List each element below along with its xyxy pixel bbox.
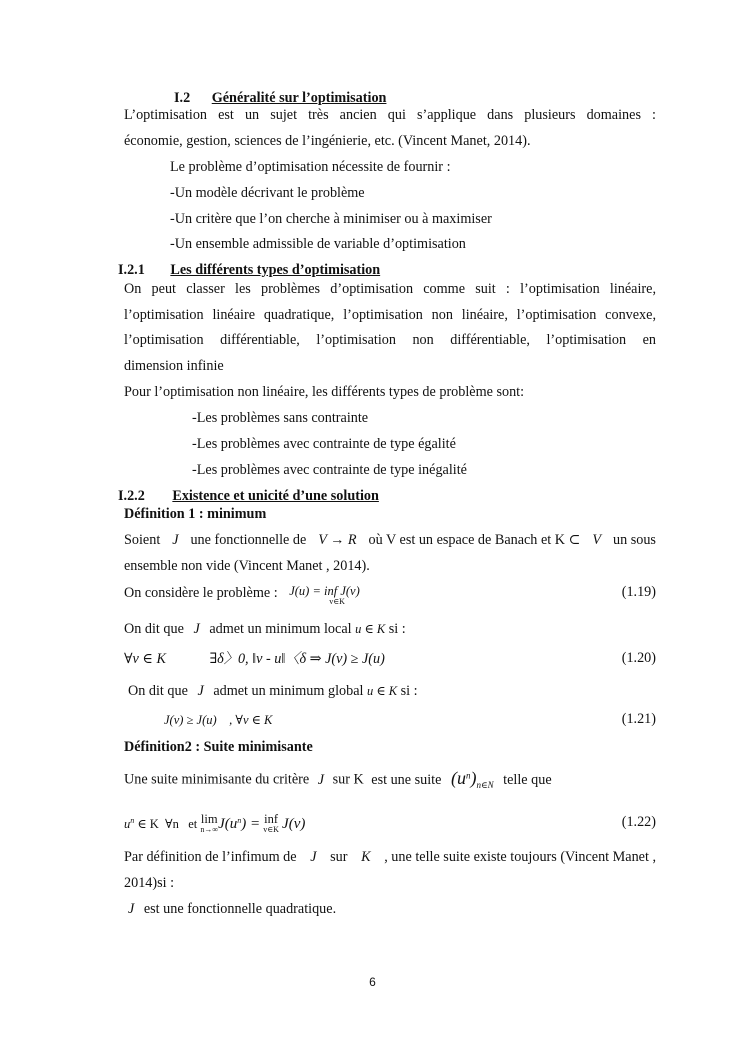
math-superscript: n — [237, 816, 242, 825]
text-fragment: Une suite minimisante du critère — [124, 771, 310, 788]
math-symbol: J — [310, 849, 317, 865]
math-expression: ∈ K ∀n et — [137, 817, 198, 832]
text-fragment: un sous — [612, 532, 656, 548]
text-fragment: si : — [388, 621, 406, 637]
section-number: I.2.1 — [118, 262, 145, 278]
math-expression: J(u) = inf J(v) — [289, 584, 360, 598]
math-operator: inf — [264, 812, 279, 826]
math-symbol: V — [592, 532, 602, 548]
list-item: -Un ensemble admissible de variable d’optimisation — [170, 236, 466, 252]
text-fragment: sur — [330, 849, 348, 865]
paragraph-line — [124, 531, 656, 549]
math-expression: u ∈ K — [355, 622, 386, 636]
math-subscript: v∈K — [329, 597, 345, 606]
equation-number: (1.21) — [621, 711, 656, 727]
list-item: -Les problèmes sans contrainte — [192, 410, 369, 426]
math-expression: ∀v ∈ K — [124, 651, 166, 667]
math-limit — [200, 812, 218, 834]
equation-1-22 — [124, 812, 305, 834]
list-item: -Les problèmes avec contrainte de type égalité — [192, 436, 456, 452]
section-heading-1-2-2 — [118, 487, 379, 505]
text-fragment: admet un minimum local — [209, 621, 352, 637]
section-number: I.2.2 — [118, 488, 145, 504]
list-item: -Un critère que l’on cherche à minimiser ou à maximiser — [170, 211, 492, 227]
text-fragment: On dit que — [124, 621, 184, 637]
math-symbol: J — [172, 532, 179, 548]
math-expression: V → R — [318, 532, 357, 548]
math-symbol: J — [193, 621, 200, 637]
paragraph-line — [124, 848, 656, 866]
equation-number: (1.19) — [621, 584, 656, 600]
math-symbol: J — [317, 771, 325, 788]
paragraph-line — [128, 900, 336, 918]
section-title: Généralité sur l’optimisation — [211, 90, 387, 106]
math-symbol: K — [361, 849, 371, 865]
paragraph-line: l’optimisation linéaire quadratique, l’optimisation non linéaire, l’optimisation convexe, — [124, 307, 656, 323]
math-superscript: n — [130, 816, 135, 825]
math-subscript: n→∞ — [200, 825, 219, 834]
section-heading-1-2 — [174, 89, 386, 107]
text-fragment: où V est un espace de Banach et K ⊂ — [368, 532, 581, 548]
list-item: -Un modèle décrivant le problème — [170, 185, 365, 201]
paragraph-line — [128, 682, 418, 700]
section-heading-1-2-1 — [118, 261, 380, 279]
math-expression: (u — [450, 767, 466, 788]
equation-number: (1.20) — [621, 650, 656, 666]
text-fragment: telle que — [503, 771, 552, 788]
paragraph-line: économie, gestion, sciences de l’ingénierie, etc. (Vincent Manet, 2014). — [124, 133, 531, 149]
math-expression: u ∈ K — [367, 684, 398, 698]
math-sequence — [450, 767, 494, 790]
list-item: -Les problèmes avec contrainte de type inégalité — [192, 462, 467, 478]
section-title: Existence et unicité d’une solution — [172, 488, 379, 504]
equation-1-20 — [124, 650, 385, 668]
text-fragment: On dit que — [128, 683, 188, 699]
paragraph-line — [124, 620, 406, 638]
paragraph-line: On peut classer les problèmes d’optimisation comme suit : l’optimisation linéaire, — [124, 281, 656, 297]
text-fragment: si : — [400, 683, 418, 699]
text-fragment: est une suite — [371, 771, 442, 788]
text-fragment: sur K — [332, 771, 364, 788]
math-symbol: J — [128, 901, 135, 917]
text-fragment: est une fonctionnelle quadratique. — [143, 901, 337, 917]
paragraph-line: Le problème d’optimisation nécessite de fournir : — [170, 159, 451, 175]
math-symbol: u — [124, 817, 131, 832]
math-subscript: n∈N — [476, 779, 494, 790]
text-fragment: , une telle suite existe toujours (Vincent Manet , — [384, 849, 656, 865]
section-number: I.2 — [174, 90, 191, 106]
paragraph-line: dimension infinie — [124, 358, 224, 374]
math-subscript: v∈K — [263, 825, 279, 834]
paragraph-line: 2014)si : — [124, 875, 175, 891]
math-superscript: n — [465, 770, 471, 780]
definition-title: Définition 1 : minimum — [124, 506, 267, 522]
text-fragment: Soient — [124, 532, 161, 548]
math-operator: lim — [200, 812, 218, 826]
text-fragment: Par définition de l’infimum de — [124, 849, 297, 865]
math-expression: ∃δ〉0, ‖v - u‖〈δ ⇒ J(v) ≥ J(u) — [209, 651, 385, 667]
math-expression: ) = — [241, 816, 261, 833]
definition-title: Définition2 : Suite minimisante — [124, 739, 313, 755]
paragraph-line: l’optimisation différentiable, l’optimisation non différentiable, l’optimisation en — [124, 332, 656, 348]
section-title: Les différents types d’optimisation — [170, 262, 381, 278]
equation-1-19 — [289, 584, 360, 606]
paragraph-line: ensemble non vide (Vincent Manet , 2014). — [124, 558, 370, 574]
math-expression: J(v) — [282, 816, 306, 833]
equation-line — [124, 584, 360, 606]
text-fragment: admet un minimum global — [213, 683, 364, 699]
equation-number: (1.22) — [621, 814, 656, 830]
math-expression: J(u — [218, 816, 238, 833]
math-symbol: J — [197, 683, 204, 699]
math-expression: ) — [470, 767, 477, 788]
paragraph-line: Pour l’optimisation non linéaire, les différents types de problème sont: — [124, 384, 525, 400]
page-number: 6 — [369, 975, 376, 989]
math-infimum — [263, 812, 279, 834]
text-fragment: On considère le problème : — [124, 585, 278, 601]
paragraph-line — [124, 766, 552, 794]
equation-1-21: J(v) ≥ J(u) , ∀v ∈ K — [164, 713, 273, 727]
paragraph-line: L’optimisation est un sujet très ancien qui s’applique dans plusieurs domaines : — [124, 107, 656, 123]
text-fragment: une fonctionnelle de — [190, 532, 307, 548]
